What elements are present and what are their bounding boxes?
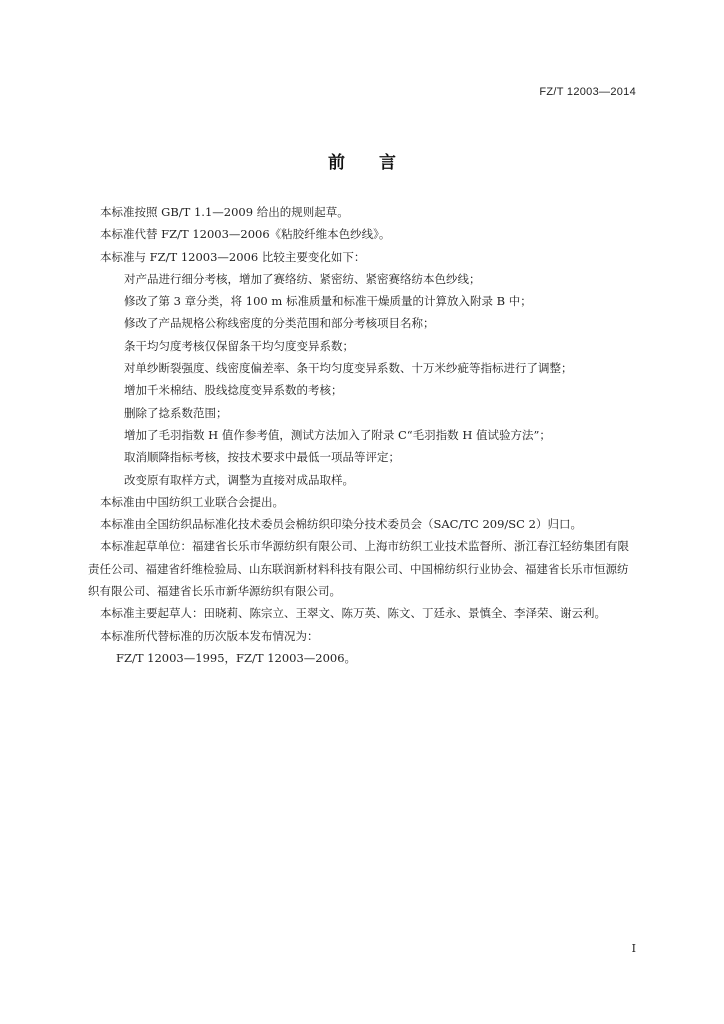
change-item: 改变原有取样方式，调整为直接对成品取样。 bbox=[124, 472, 354, 487]
paragraph-drafting-units: 本标准起草单位：福建省长乐市华源纺织有限公司、上海市纺织工业技术监督所、浙江春江轻纺集团有限责任公司、福建省纤维检验局、山东联润新材料科技有限公司、中国棉纺织行业协会、福建省长乐市恒源纺织有限公司、福建省长乐市新华源纺织有限公司。 bbox=[88, 539, 629, 599]
paragraph-drafting-rules: 本标准按照 GB/T 1.1—2009 给出的规则起草。 bbox=[100, 205, 349, 219]
change-item: 修改了第 3 章分类，将 100 m 标准质量和标准干燥质量的计算放入附录 B 中； bbox=[124, 294, 532, 309]
page-number: I bbox=[631, 942, 636, 955]
change-item: 条干均匀度考核仅保留条干均匀度变异系数； bbox=[124, 338, 354, 353]
change-item: 修改了产品规格公称线密度的分类范围和部分考核项目名称； bbox=[124, 316, 435, 331]
paragraph-history-intro: 本标准所代替标准的历次版本发布情况为： bbox=[100, 628, 319, 643]
change-item: 增加千米棉结、股线捻度变异系数的考核； bbox=[124, 383, 343, 398]
standard-code: FZ/T 12003—2014 bbox=[539, 86, 636, 98]
change-item: 删除了捻系数范围； bbox=[124, 405, 228, 420]
paragraph-replaces: 本标准代替 FZ/T 12003—2006《粘胶纤维本色纱线》。 bbox=[100, 227, 391, 242]
paragraph-history-versions: FZ/T 12003—1995，FZ/T 12003—2006。 bbox=[116, 650, 357, 665]
change-item: 对产品进行细分考核，增加了赛络纺、紧密纺、紧密赛络纺本色纱线； bbox=[124, 271, 481, 286]
paragraph-main-drafters: 本标准主要起草人：田晓莉、陈宗立、王翠文、陈万英、陈文、丁廷永、景慎全、李泽荣、谢云利。 bbox=[100, 606, 606, 621]
paragraph-jurisdiction: 本标准由全国纺织品标准化技术委员会棉纺织印染分技术委员会（SAC/TC 209/SC 2）归口。 bbox=[100, 517, 582, 532]
change-item: 取消顺降指标考核，按技术要求中最低一项品等评定； bbox=[124, 450, 400, 465]
page-title: 前言 bbox=[328, 153, 430, 173]
paragraph-proposed-by: 本标准由中国纺织工业联合会提出。 bbox=[100, 494, 284, 509]
document-body bbox=[88, 201, 636, 669]
paragraph-changes-intro: 本标准与 FZ/T 12003—2006 比较主要变化如下： bbox=[100, 249, 366, 264]
change-item: 对单纱断裂强度、线密度偏差率、条干均匀度变异系数、十万米纱疵等指标进行了调整； bbox=[124, 361, 573, 376]
change-item: 增加了毛羽指数 H 值作参考值，测试方法加入了附录 C“毛羽指数 H 值试验方法”； bbox=[124, 427, 551, 442]
